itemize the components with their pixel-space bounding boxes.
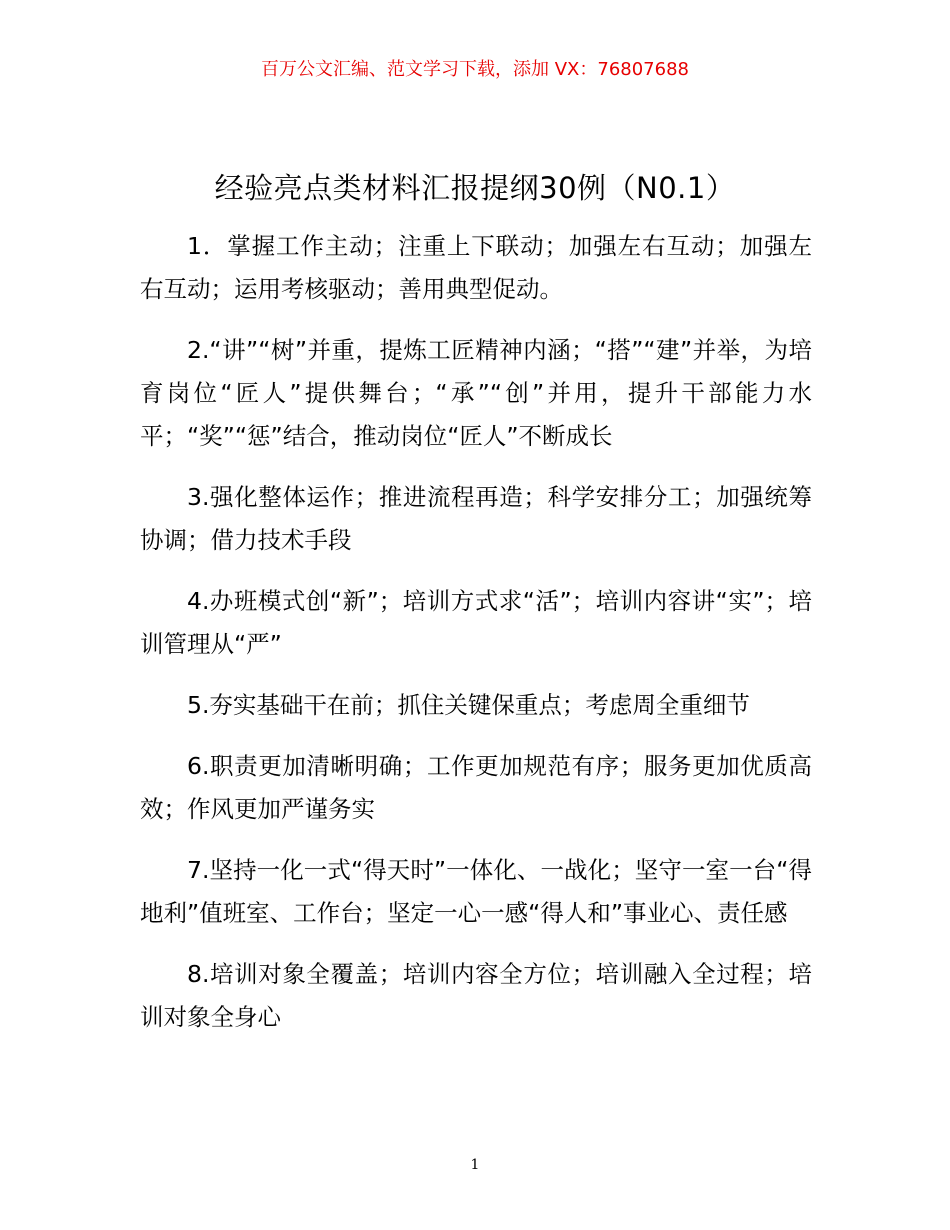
paragraph-4: 4.办班模式创“新”；培训方式求“活”；培训内容讲“实”；培训管理从“严” (140, 587, 812, 658)
paragraph-5: 5.夯实基础干在前；抓住关键保重点；考虑周全重细节 (187, 691, 750, 719)
paragraph-6: 6.职责更加清晰明确；工作更加规范有序；服务更加优质高效；作风更加严谨务实 (140, 752, 812, 823)
paragraph-3: 3.强化整体运作；推进流程再造；科学安排分工；加强统筹协调；借力技术手段 (140, 483, 812, 554)
paragraph-8: 8.培训对象全覆盖；培训内容全方位；培训融入全过程；培训对象全身心 (140, 960, 812, 1031)
document-title: 经验亮点类材料汇报提纲30例（N0.1） (214, 171, 736, 205)
header-promo-note: 百万公文汇编、范文学习下载，添加 VX：76807688 (261, 59, 689, 80)
document-body (140, 225, 812, 1057)
paragraph-2: 2.“讲”“树”并重，提炼工匠精神内涵；“搭”“建”并举，为培育岗位“匠人”提供舞台；“承”“创”并用，提升干部能力水平；“奖”“惩”结合，推动岗位“匠人”不断成长 (140, 336, 812, 450)
page-number: 1 (470, 1157, 480, 1173)
paragraph-7: 7.坚持一化一式“得天时”一体化、一战化；坚守一室一台“得地利”值班室、工作台；坚定一心一感“得人和”事业心、责任感 (140, 856, 812, 927)
paragraph-1: 1．掌握工作主动；注重上下联动；加强左右互动；加强左右互动；运用考核驱动；善用典型促动。 (140, 232, 812, 303)
